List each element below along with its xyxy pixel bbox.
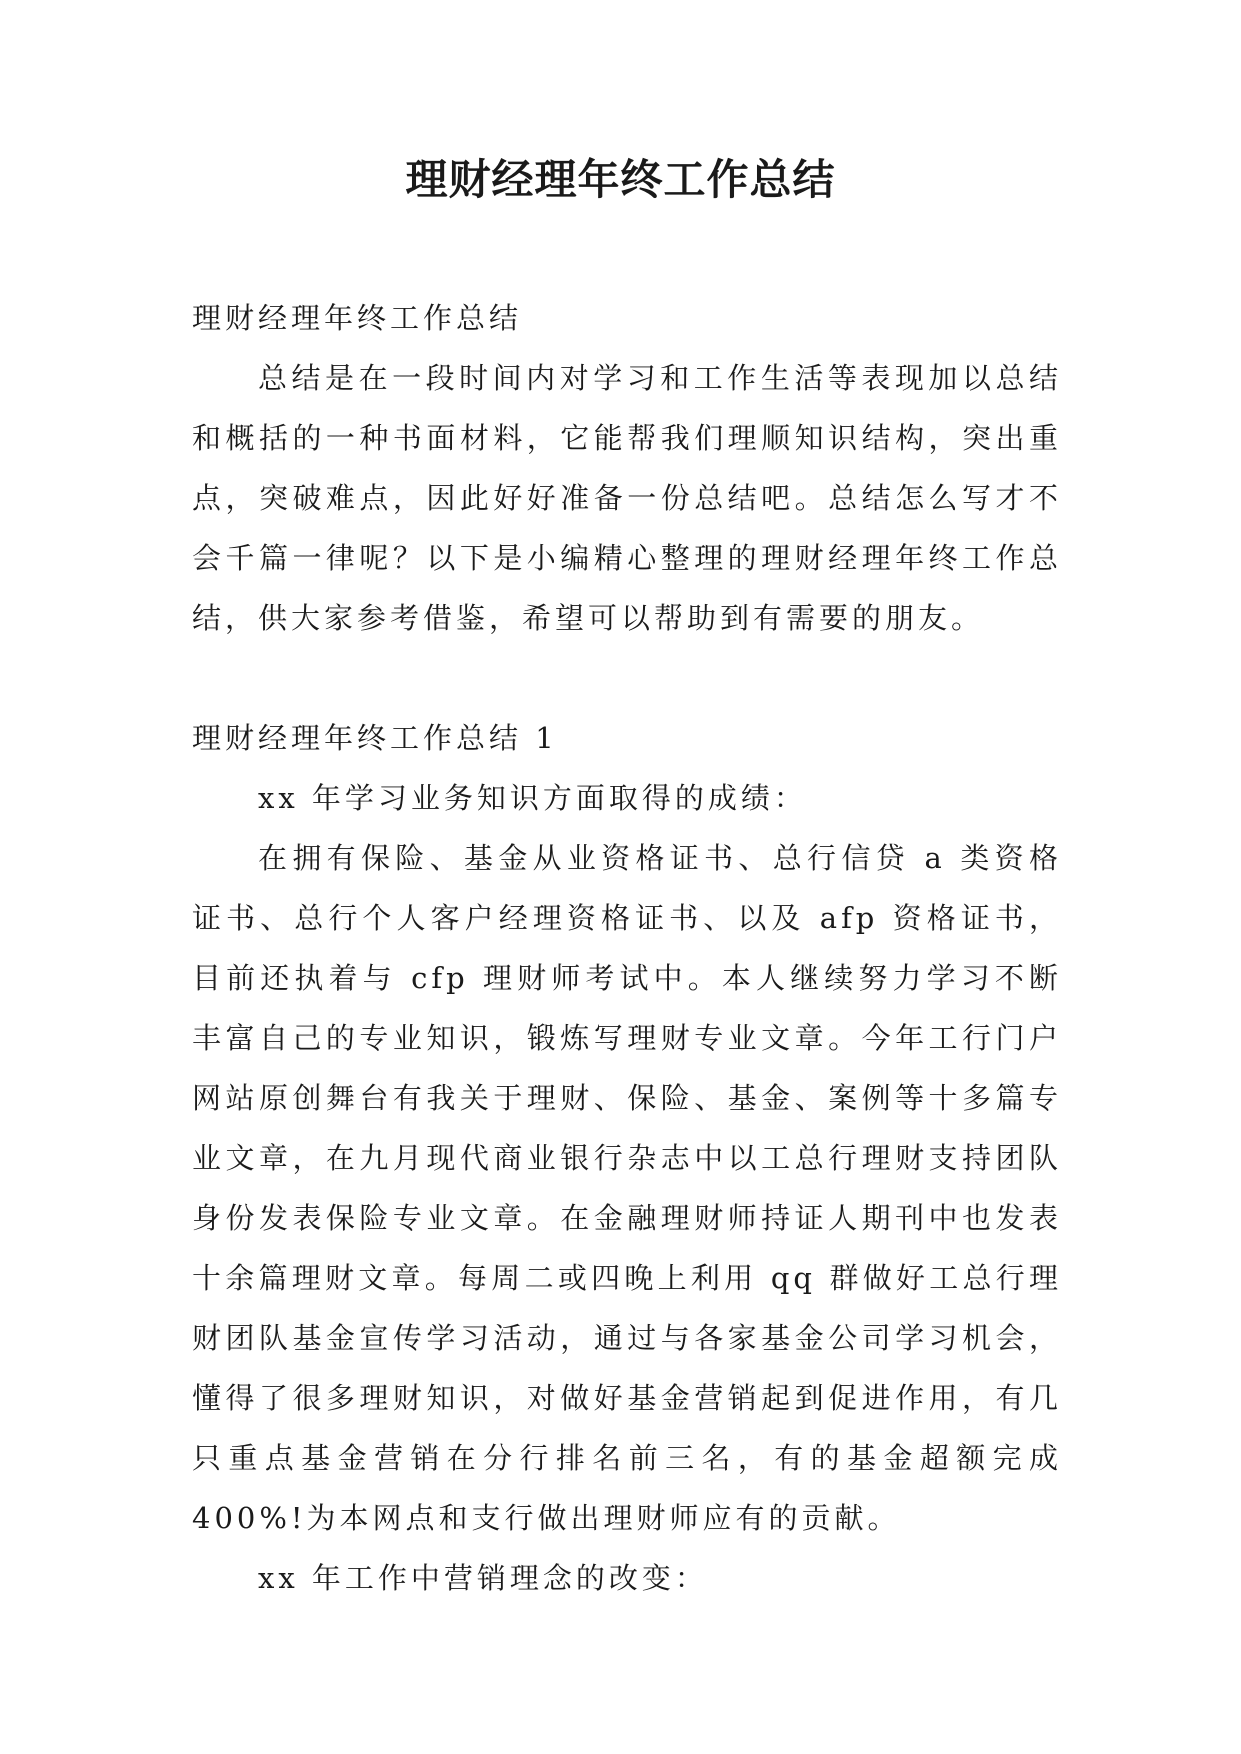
section-spacer [192, 648, 1062, 708]
document-title: 理财经理年终工作总结 [405, 155, 836, 204]
section1-heading: 理财经理年终工作总结 1 [192, 721, 558, 755]
section1-subheading-achievements: xx 年学习业务知识方面取得的成绩： [258, 781, 807, 815]
intro-paragraph: 总结是在一段时间内对学习和工作生活等表现加以总结和概括的一种书面材料，它能帮我们理顺知识结构，突出重点，突破难点，因此好好准备一份总结吧。总结怎么写才不会千篇一律呢？以下是小编精心整理的理财经理年终工作总结，供大家参考借鉴，希望可以帮助到有需要的朋友。 [192, 361, 1062, 635]
section1-subheading-marketing: xx 年工作中营销理念的改变： [258, 1561, 708, 1595]
document-body [192, 288, 1062, 1608]
section1-paragraph-achievements: 在拥有保险、基金从业资格证书、总行信贷 a 类资格证书、总行个人客户经理资格证书、以及 afp 资格证书，目前还执着与 cfp 理财师考试中。本人继续努力学习不断丰富自己的专业知识，锻炼写理财专业文章。今年工行门户网站原创舞台有我关于理财、保险、基金、案例等十多篇专业文章，在九月现代商业银行杂志中以工总行理财支持团队身份发表保险专业文章。在金融理财师持证人期刊中也发表十余篇理财文章。每周二或四晚上利用 qq 群做好工总行理财团队基金宣传学习活动，通过与各家基金公司学习机会，懂得了很多理财知识，对做好基金营销起到促进作用，有几只重点基金营销在分行排名前三名，有的基金超额完成 400%!为本网点和支行做出理财师应有的贡献。 [192, 841, 1062, 1535]
intro-heading: 理财经理年终工作总结 [192, 301, 523, 335]
